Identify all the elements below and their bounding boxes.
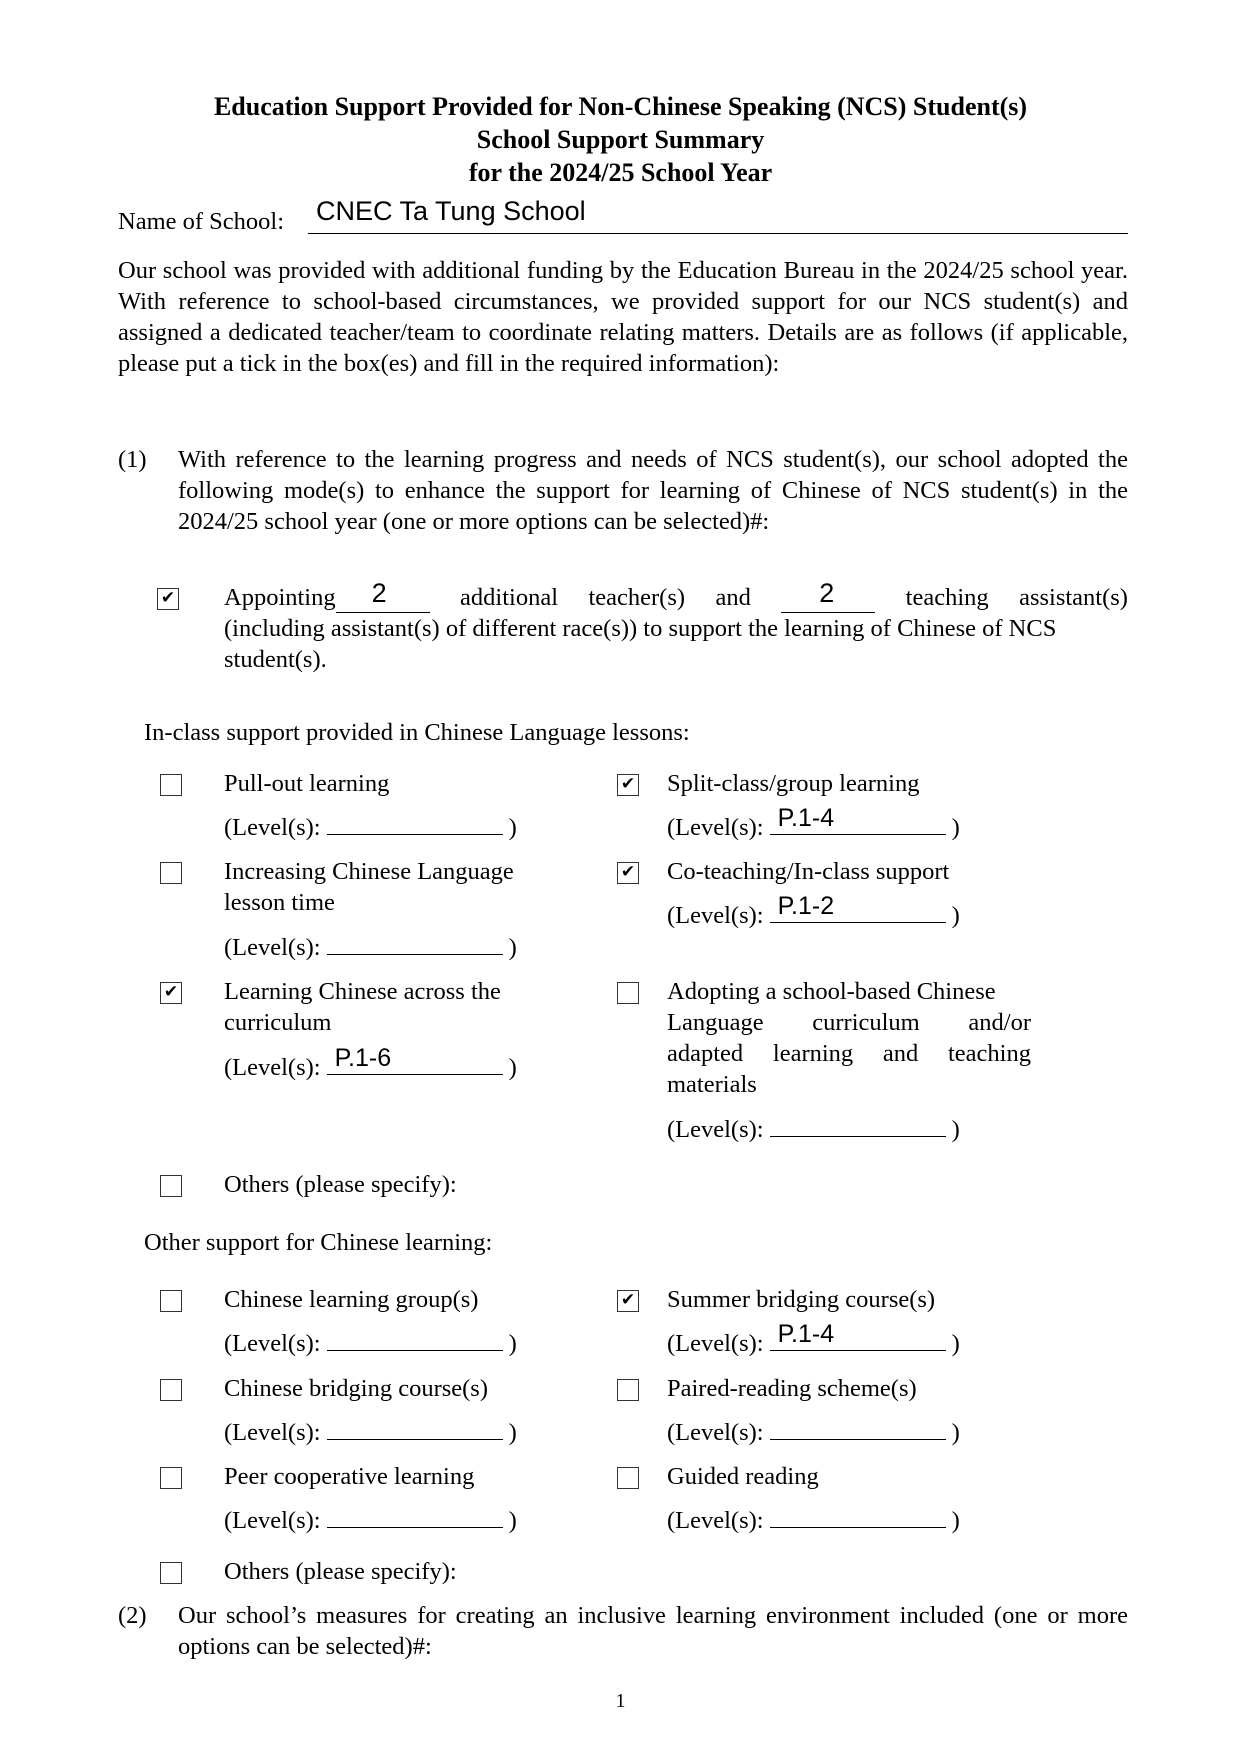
teachers-word: teacher(s)	[588, 584, 686, 611]
paired-reading-level-row	[667, 1417, 960, 1448]
other-support-others-label: Others (please specify):	[224, 1558, 457, 1585]
teaching-assistants-value: 2	[819, 578, 835, 608]
summer-bridging-level-row	[667, 1320, 960, 1359]
level-close: )	[951, 902, 960, 929]
section-1-number: (1)	[118, 446, 147, 473]
teaching-assistants-field[interactable]	[781, 578, 875, 613]
school-based-word: and/or	[968, 1009, 1031, 1036]
level-close: )	[508, 1330, 517, 1357]
level-label: (Level(s):	[667, 1116, 764, 1143]
school-based-word: learning	[772, 1040, 854, 1067]
split-class-checkbox[interactable]: ✔	[617, 774, 639, 796]
school-based-word: teaching	[948, 1040, 1031, 1067]
level-label: (Level(s):	[224, 1054, 321, 1081]
chinese-bridging-level-field[interactable]	[327, 1417, 503, 1440]
assistants-word: assistant(s)	[1019, 584, 1128, 611]
school-based-word: curriculum	[812, 1009, 920, 1036]
school-based-word: Language	[667, 1009, 764, 1036]
inclass-support-heading: In-class support provided in Chinese Language lessons:	[144, 719, 690, 746]
school-based-line-4: materials	[667, 1071, 757, 1098]
section-1-text: With reference to the learning progress and needs of NCS student(s), our school adopted the following mode(s) to enhance the support for learning of Chinese of NCS student(s) in the 2024/25 school year (one or more options can be selected)#:	[178, 446, 1128, 535]
guided-reading-level-field[interactable]	[770, 1505, 946, 1528]
form-title-line-2: School Support Summary	[476, 125, 765, 154]
paired-reading-checkbox[interactable]	[617, 1379, 639, 1401]
increasing-level-field[interactable]	[327, 932, 503, 955]
level-close: )	[508, 1419, 517, 1446]
chinese-bridging-checkbox[interactable]	[160, 1379, 182, 1401]
paired-reading-level-field[interactable]	[770, 1417, 946, 1440]
chinese-bridging-label: Chinese bridging course(s)	[224, 1375, 488, 1402]
level-close: )	[508, 1054, 517, 1081]
school-based-level-field[interactable]	[770, 1114, 946, 1137]
increasing-lesson-time-checkbox[interactable]	[160, 862, 182, 884]
form-title-line-1: Education Support Provided for Non-Chinese Speaking (NCS) Student(s)	[213, 92, 1028, 121]
school-based-line-1: Adopting a school-based Chinese	[667, 978, 996, 1005]
school-name-label: Name of School:	[118, 208, 285, 235]
appointing-word: Appointing	[224, 584, 336, 611]
increasing-lesson-time-line-1: Increasing Chinese Language	[224, 858, 514, 885]
appointing-line-3: student(s).	[224, 646, 327, 673]
coteaching-label: Co-teaching/In-class support	[667, 858, 950, 885]
level-label: (Level(s):	[224, 934, 321, 961]
summer-bridging-label: Summer bridging course(s)	[667, 1286, 936, 1313]
level-close: )	[951, 1419, 960, 1446]
page-number: 1	[615, 1690, 626, 1712]
across-curriculum-checkbox[interactable]: ✔	[160, 982, 182, 1004]
inclass-others-label: Others (please specify):	[224, 1171, 457, 1198]
and-word: and	[715, 584, 751, 611]
school-based-word: and	[882, 1040, 919, 1067]
additional-teachers-field[interactable]	[336, 578, 430, 613]
peer-cooperative-checkbox[interactable]	[160, 1467, 182, 1489]
level-close: )	[951, 1116, 960, 1143]
across-level-value: P.1-6	[334, 1044, 392, 1072]
pull-out-learning-checkbox[interactable]	[160, 774, 182, 796]
pull-out-level-row	[224, 812, 517, 843]
level-close: )	[508, 1507, 517, 1534]
level-close: )	[951, 814, 960, 841]
increasing-lesson-time-line-2: lesson time	[224, 889, 335, 916]
split-class-label: Split-class/group learning	[667, 770, 920, 797]
across-level-field[interactable]	[327, 1044, 503, 1075]
school-name-value: CNEC Ta Tung School	[316, 196, 586, 226]
appointing-line-2: (including assistant(s) of different race(s)) to support the learning of Chinese of NCS	[224, 615, 1057, 642]
appointing-checkbox[interactable]: ✔	[157, 588, 179, 610]
inclass-others-checkbox[interactable]	[160, 1175, 182, 1197]
level-label: (Level(s):	[667, 1330, 764, 1357]
coteaching-checkbox[interactable]: ✔	[617, 862, 639, 884]
level-label: (Level(s):	[667, 902, 764, 929]
guided-reading-level-row	[667, 1505, 960, 1536]
across-curriculum-line-2: curriculum	[224, 1009, 332, 1036]
school-based-curriculum-checkbox[interactable]	[617, 982, 639, 1004]
pull-out-learning-label: Pull-out learning	[224, 770, 390, 797]
school-based-line-2	[667, 1007, 1031, 1038]
other-support-others-checkbox[interactable]	[160, 1562, 182, 1584]
across-level-row	[224, 1044, 517, 1083]
level-label: (Level(s):	[224, 1330, 321, 1357]
section-2-number: (2)	[118, 1602, 147, 1629]
chinese-bridging-level-row	[224, 1417, 517, 1448]
level-label: (Level(s):	[224, 1419, 321, 1446]
level-close: )	[951, 1507, 960, 1534]
peer-cooperative-level-field[interactable]	[327, 1505, 503, 1528]
increasing-level-row	[224, 932, 517, 963]
coteaching-level-row	[667, 892, 960, 931]
guided-reading-checkbox[interactable]	[617, 1467, 639, 1489]
learning-group-label: Chinese learning group(s)	[224, 1286, 479, 1313]
school-based-word: adapted	[667, 1040, 744, 1067]
coteaching-level-field[interactable]	[770, 892, 946, 923]
paired-reading-label: Paired-reading scheme(s)	[667, 1375, 917, 1402]
school-name-field[interactable]	[308, 196, 1128, 234]
split-class-level-row	[667, 804, 960, 843]
level-label: (Level(s):	[224, 814, 321, 841]
level-close: )	[951, 1330, 960, 1357]
level-close: )	[508, 814, 517, 841]
summer-bridging-checkbox[interactable]: ✔	[617, 1290, 639, 1312]
pull-out-level-field[interactable]	[327, 812, 503, 835]
school-based-level-row	[667, 1114, 960, 1145]
guided-reading-label: Guided reading	[667, 1463, 819, 1490]
peer-cooperative-label: Peer cooperative learning	[224, 1463, 475, 1490]
across-curriculum-line-1: Learning Chinese across the	[224, 978, 501, 1005]
split-class-level-value: P.1-4	[777, 804, 835, 832]
split-class-level-field[interactable]	[770, 804, 946, 835]
teaching-word: teaching	[905, 584, 989, 611]
intro-paragraph: Our school was provided with additional funding by the Education Bureau in the 2024/25 school year. With reference to school-based circumstances, we provided support for our NCS student(s) and assigned a dedicated teacher/team to coordinate relating matters. Details are as follows (if applicable, please put a tick in the box(es) and fill in the required information):	[118, 257, 1128, 377]
additional-teachers-value: 2	[371, 578, 387, 608]
summer-bridging-level-value: P.1-4	[777, 1320, 835, 1348]
form-title-line-3: for the 2024/25 School Year	[468, 158, 773, 187]
peer-cooperative-level-row	[224, 1505, 517, 1536]
level-label: (Level(s):	[667, 814, 764, 841]
coteaching-level-value: P.1-2	[777, 892, 835, 920]
section-2-text: Our school’s measures for creating an inclusive learning environment included (one or more options can be selected)#:	[178, 1602, 1128, 1660]
summer-bridging-level-field[interactable]	[770, 1320, 946, 1351]
level-label: (Level(s):	[224, 1507, 321, 1534]
other-support-heading: Other support for Chinese learning:	[144, 1229, 493, 1256]
learning-group-checkbox[interactable]	[160, 1290, 182, 1312]
learning-group-level-field[interactable]	[327, 1328, 503, 1351]
additional-word: additional	[460, 584, 559, 611]
appointing-line-1	[224, 578, 1128, 613]
level-close: )	[508, 934, 517, 961]
level-label: (Level(s):	[667, 1507, 764, 1534]
learning-group-level-row	[224, 1328, 517, 1359]
level-label: (Level(s):	[667, 1419, 764, 1446]
school-based-line-3	[667, 1038, 1031, 1069]
